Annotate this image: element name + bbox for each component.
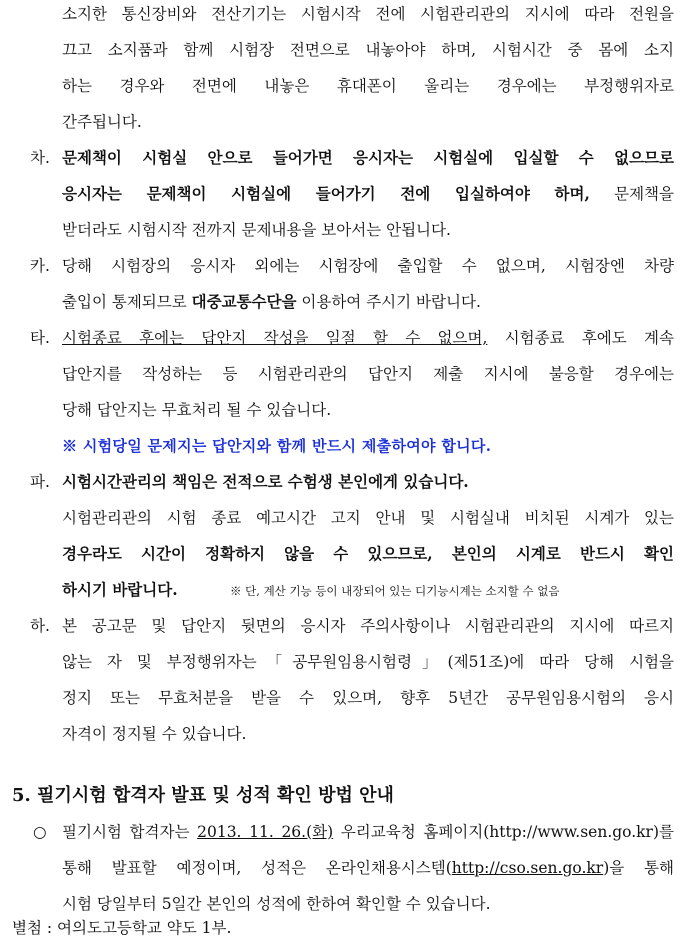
ha-line-4: 자격이 정지될 수 있습니다.	[62, 725, 247, 743]
ja-line-3: 하는 경우와 전면에 내놓은 휴대폰이 울리는 경우에는 부정행위자로	[62, 77, 674, 95]
ta-line-2: 답안지를 작성하는 등 시험관리관의 답안지 제출 지시에 불응할 경우에는	[62, 365, 674, 383]
ka-line-2	[62, 292, 481, 312]
score-system-link[interactable]: http://cso.sen.go.kr	[451, 859, 604, 877]
attachment-note: 별첨 : 여의도고등학교 약도 1부.	[12, 919, 232, 937]
section5-line-2	[62, 858, 674, 878]
item-marker-cha: 차.	[30, 149, 50, 167]
section5-line-3: 시험 당일부터 5일간 본인의 성적에 한하여 확인할 수 있습니다.	[62, 895, 491, 913]
ka-line-2-bold: 대중교통수단을	[191, 292, 297, 311]
section5-line-1-rest: 우리교육청 홈페이지(http://www.sen.go.kr)를	[333, 823, 674, 841]
ja-line-2: 끄고 소지품과 함께 시험장 전면으로 내놓아야 하며, 시험시간 중 몸에 소지	[62, 41, 674, 59]
ha-line-1: 본 공고문 및 답안지 뒷면의 응시자 주의사항이나 시험관리관의 지시에 따르지	[62, 617, 674, 635]
pa-line-3: 경우라도 시간이 정확하지 않을 수 있으므로, 본인의 시계로 반드시 확인	[62, 544, 674, 563]
item-marker-pa: 파.	[30, 473, 50, 491]
pa-line-2: 시험관리관의 시험 종료 예고시간 고지 안내 및 시험실내 비치된 시계가 있는	[62, 509, 674, 527]
item-marker-ha: 하.	[30, 617, 50, 635]
ka-line-2-pre: 출입이 통제되므로	[62, 293, 192, 311]
section-5-heading: 5. 필기시험 합격자 발표 및 성적 확인 방법 안내	[12, 785, 394, 806]
ka-line-2-post: 이용하여 주시기 바랍니다.	[296, 293, 481, 311]
section5-line-1	[62, 822, 674, 842]
announcement-date: 2013. 11. 26.(화)	[197, 823, 334, 841]
cha-line-1: 문제책이 시험실 안으로 들어가면 응시자는 시험실에 입실할 수 없으므로	[62, 148, 674, 167]
cha-line-2-bold: 응시자는 문제책이 시험실에 들어가기 전에 입실하여야 하며,	[62, 184, 590, 203]
pa-line-4: 하시기 바랍니다.	[62, 580, 178, 599]
cha-line-2	[62, 184, 674, 204]
item-marker-ka: 카.	[30, 257, 50, 275]
ja-line-1: 소지한 통신장비와 전산기기는 시험시작 전에 시험관리관의 지시에 따라 전원을	[62, 5, 674, 23]
ta-line-1	[62, 328, 674, 348]
item-marker-ta: 타.	[30, 329, 50, 347]
bullet-circle-icon: ○	[33, 823, 47, 841]
ha-line-2: 않는 자 및 부정행위자는「공무원임용시험령」(제51조)에 따라 당해 시험을	[62, 653, 674, 671]
ka-line-1: 당해 시험장의 응시자 외에는 시험장에 출입할 수 없으며, 시험장엔 차량	[62, 257, 674, 275]
cha-line-2-rest: 문제책을	[589, 185, 674, 203]
ta-line-3: 당해 답안지는 무효처리 될 수 있습니다.	[62, 401, 332, 419]
cha-line-3: 받더라도 시험시작 전까지 문제내용을 보아서는 안됩니다.	[62, 221, 451, 239]
section5-line-2-pre: 통해 발표할 예정이며, 성적은 온라인채용시스템(	[62, 859, 452, 877]
pa-small-note: ※ 단, 계산 기능 등이 내장되어 있는 디기능시계는 소지할 수 없음	[230, 584, 560, 598]
section5-line-2-post: )을 통해	[603, 859, 674, 877]
ta-note: ※ 시험당일 문제지는 답안지와 함께 반드시 제출하여야 합니다.	[62, 437, 492, 455]
pa-line-1: 시험시간관리의 책임은 전적으로 수험생 본인에게 있습니다.	[62, 472, 469, 491]
ta-line-1-rest: 시험종료 후에도 계속	[487, 329, 674, 347]
ta-line-1-underlined: 시험종료 후에는 답안지 작성을 일절 할 수 없으며,	[62, 329, 488, 347]
ha-line-3: 정지 또는 무효처분을 받을 수 있으며, 향후 5년간 공무원임용시험의 응시	[62, 689, 674, 707]
section5-line-1-pre: 필기시험 합격자는	[62, 823, 198, 841]
ja-line-4: 간주됩니다.	[62, 113, 142, 131]
